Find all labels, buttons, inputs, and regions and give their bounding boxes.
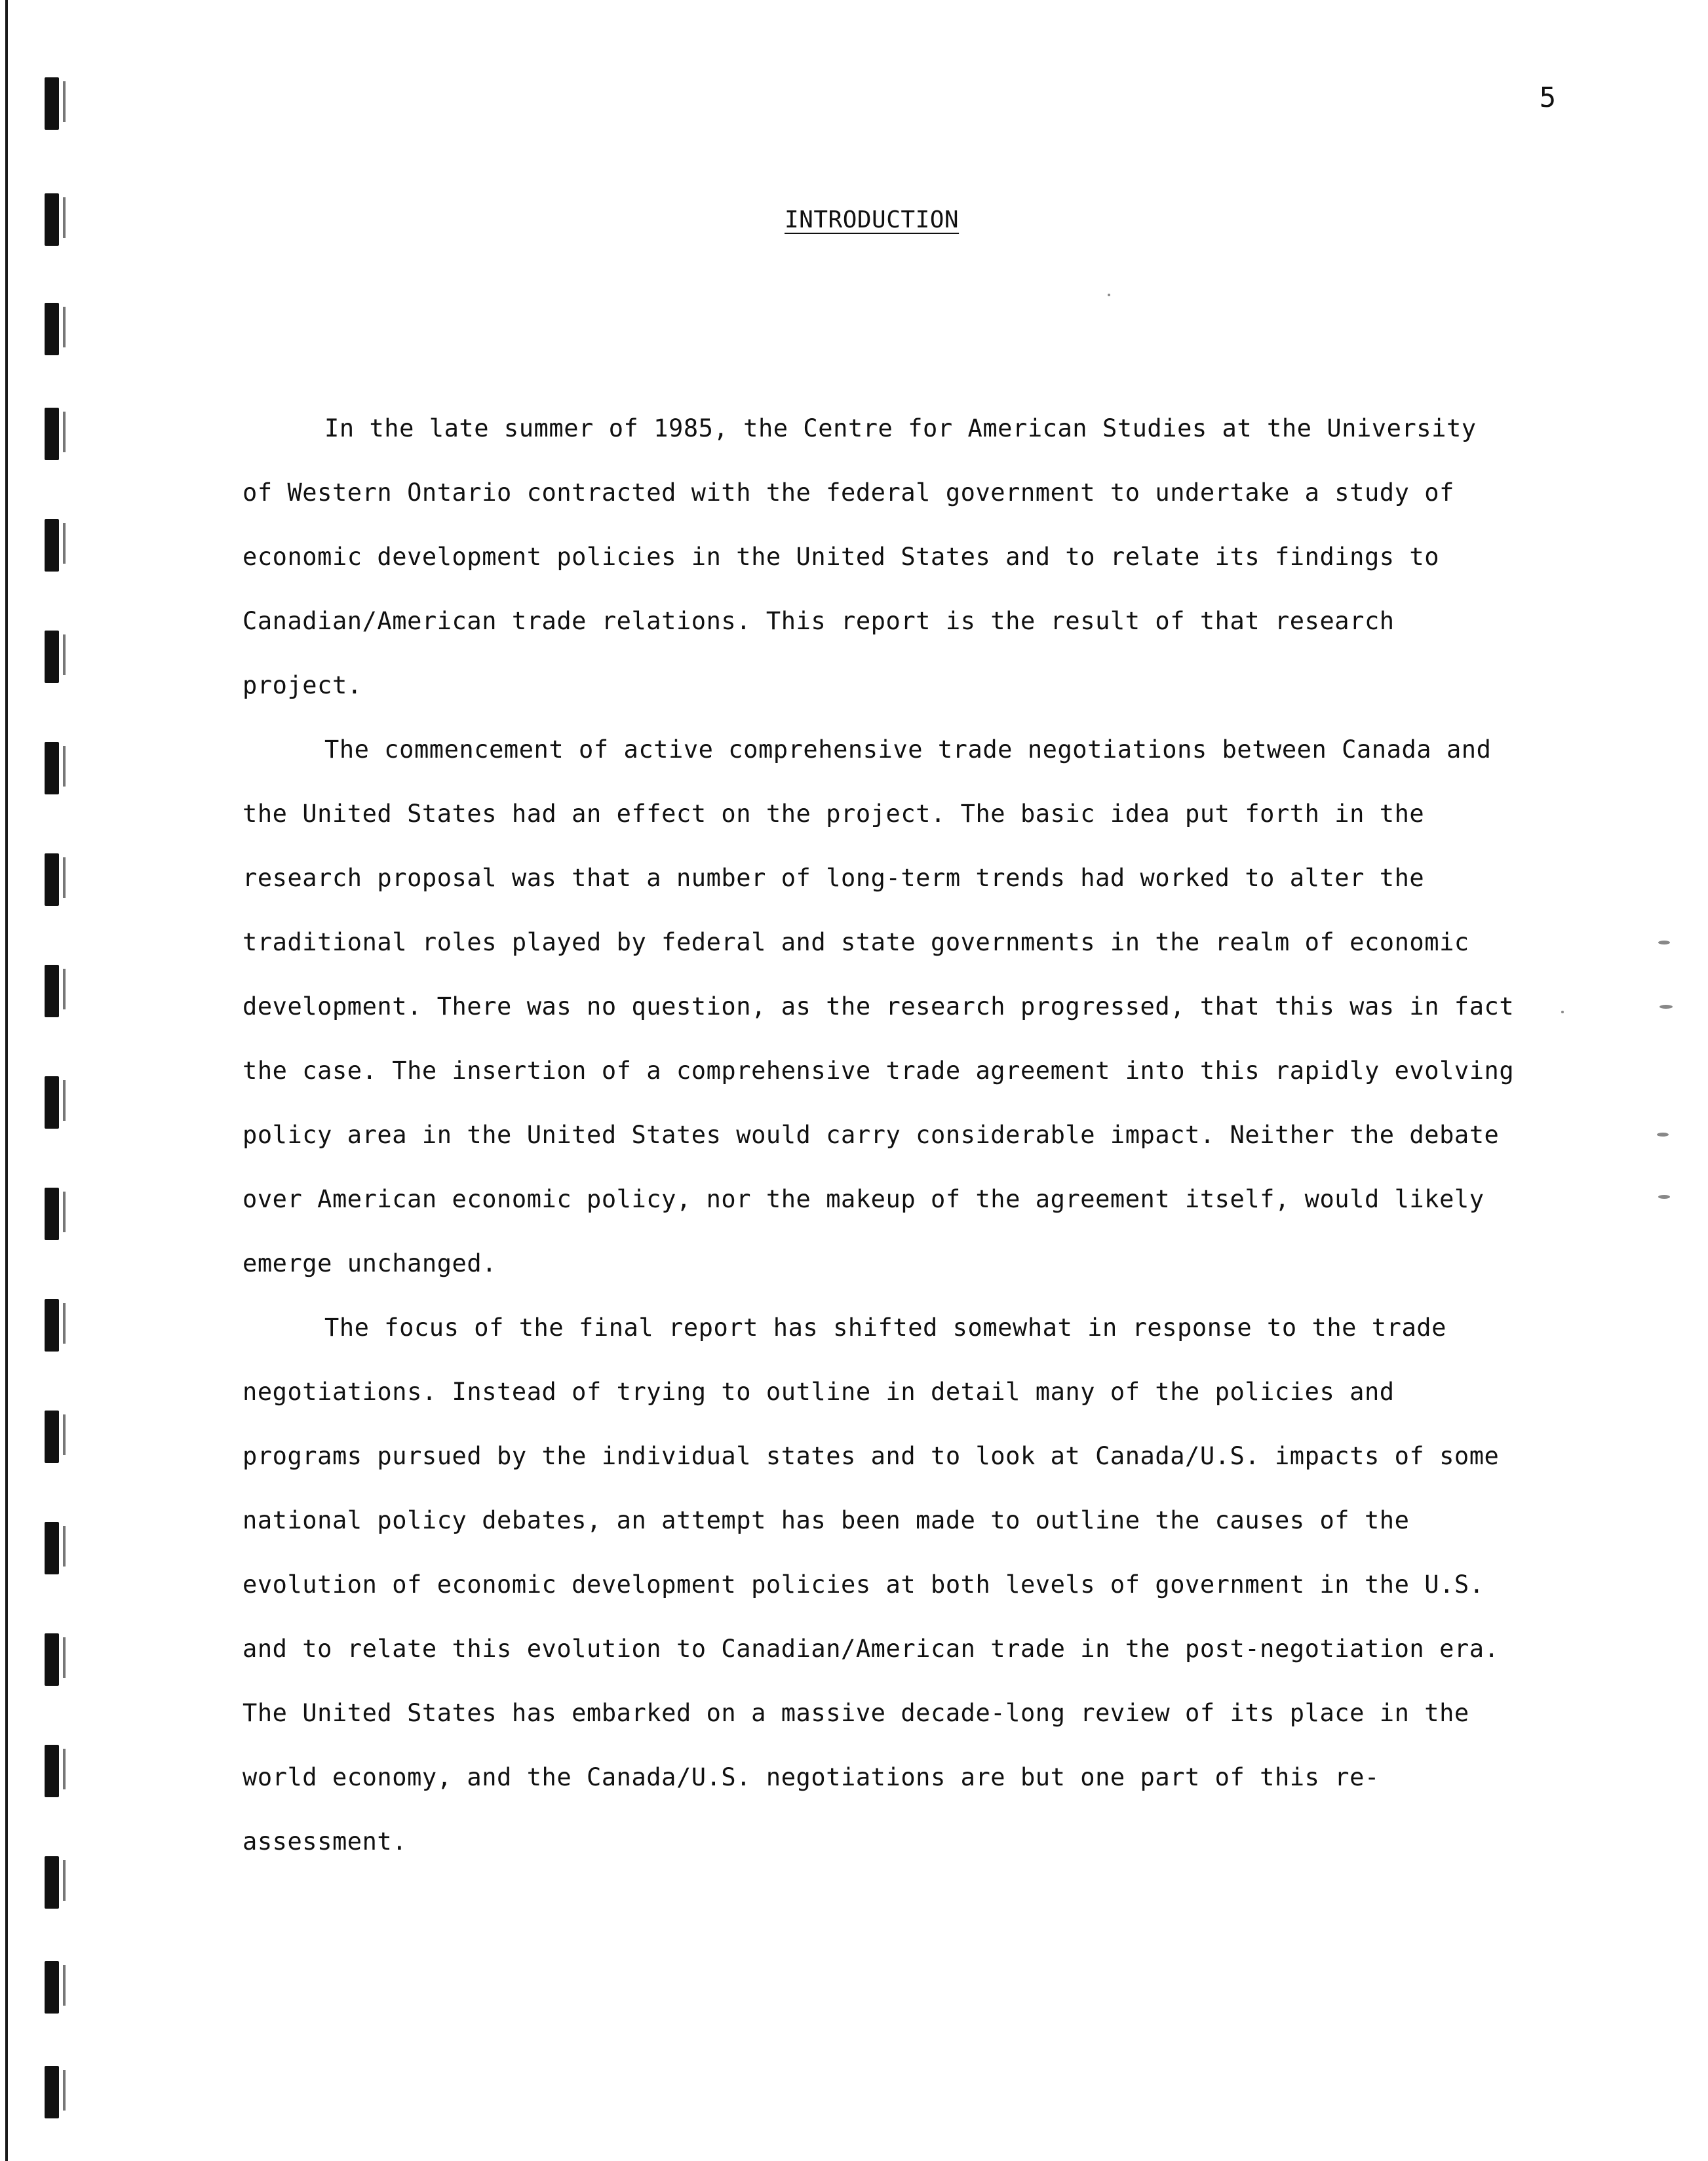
binding-line [5,0,8,2161]
paragraph: In the late summer of 1985, the Centre for American Studies at the University of Western Ontario contracted with the federal government to undertake a study of economic development policies in the United States and to relate its findings to Canadian/American trade relations. This report is the result of that research project. [243,414,1477,699]
binding-edge [0,0,72,2161]
binding-hole [45,408,59,460]
binding-hole [45,1745,59,1797]
scan-speck [1657,1133,1669,1137]
scan-speck [1659,1005,1673,1009]
scan-speck [1658,941,1670,944]
binding-hole [45,1961,59,2014]
page-title: INTRODUCTION [785,206,960,233]
binding-hole [45,853,59,906]
binding-hole [45,193,59,246]
scan-speck [1108,294,1110,296]
binding-hole [45,2066,59,2118]
binding-hole [45,77,59,130]
scan-speck [1561,1011,1564,1013]
paragraph: The commencement of active comprehensive trade negotiations between Canada and the United States had an effect on the project. The basic idea put forth in the research proposal was that a number of long-term trends had worked to alter the traditional roles played by federal and state governments in the realm of economic development. There was no question, as the research progressed, that this was in fact the case. The insertion of a comprehensive trade agreement into this rapidly evolving policy area in the United States would carry considerable impact. Neither the debate over American economic policy, nor the makeup of the agreement itself, would likely emerge unchanged. [243,735,1515,1277]
page-number: 5 [1539,81,1556,113]
paragraph: The focus of the final report has shifted somewhat in response to the trade negotiations. Instead of trying to outline in detail many of the policies and programs pursued by the individual states and to look at Canada/U.S. impacts of some national policy debates, an attempt has been made to outline the causes of the evolution of economic development policies at both levels of government in the U.S. and to relate this evolution to Canadian/American trade in the post-negotiation era. The United States has embarked on a massive decade-long review of its place in the world economy, and the Canada/U.S. negotiations are but one part of this re-assessment. [243,1314,1500,1856]
binding-hole [45,519,59,572]
binding-hole [45,1411,59,1463]
binding-hole [45,1522,59,1574]
binding-hole [45,1299,59,1352]
binding-hole [45,965,59,1017]
binding-hole [45,1856,59,1909]
binding-hole [45,303,59,355]
binding-hole [45,631,59,683]
binding-hole [45,1188,59,1240]
binding-hole [45,1076,59,1129]
binding-hole [45,742,59,794]
binding-hole [45,1633,59,1686]
scan-speck [1658,1195,1670,1199]
document-body [243,397,1521,1874]
